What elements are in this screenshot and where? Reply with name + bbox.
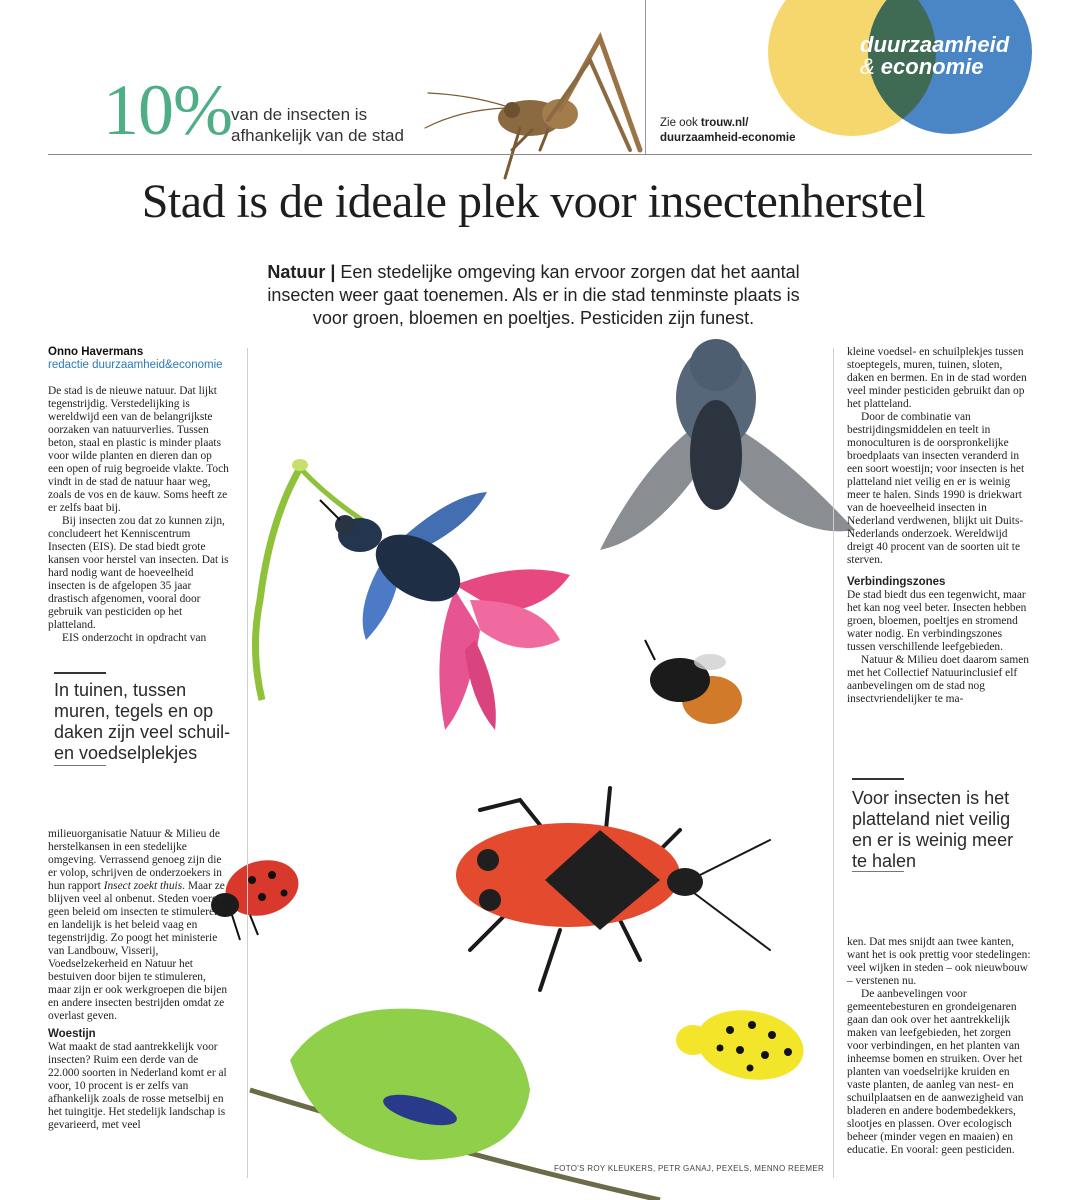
section-title-economie: economie bbox=[880, 54, 984, 79]
firebug-image bbox=[456, 788, 770, 990]
cricket-image bbox=[425, 38, 640, 178]
byline bbox=[48, 346, 223, 372]
section-title-line2 bbox=[860, 56, 1009, 78]
article-column-3b bbox=[847, 936, 1031, 1157]
paragraph-text: milieuorganisatie Natuur & Milieu de herstelkansen in een stedelijke omgeving. Verrassend genoeg zijn die er volop, schrijven de onderzoekers in hun rapport bbox=[48, 828, 222, 892]
quote-rule bbox=[852, 871, 904, 872]
pull-quote-2: Voor insecten is het platteland niet veilig en er is weinig meer te halen bbox=[852, 788, 1014, 871]
quote-rule bbox=[852, 778, 904, 780]
column-rule bbox=[833, 348, 834, 1178]
subhead: Verbindingszones bbox=[847, 576, 946, 588]
see-also bbox=[660, 116, 795, 146]
paragraph: Natuur & Milieu doet daarom samen met het Collectief Natuurinclusief elf aanbevelingen om de stad nog insectvriendelijker te ma- bbox=[847, 654, 1029, 705]
intro-label: Natuur | bbox=[267, 262, 336, 282]
article-column-3a bbox=[847, 346, 1031, 706]
stat-value: 10% bbox=[103, 70, 232, 150]
paragraph: De stad is de nieuwe natuur. Dat lijkt tegenstrijdig. Verstedelijking is wereldwijd een van de belangrijkste oorzaken van natuurverlies. Tussen beton, staal en plastic is minder plaats voor wilde planten en dieren dan op een open of ruig begroeide vlakte. Toch vindt in de stad de natuur haar weg, zoals de vos en de kauw. Soms heeft ze er zelfs baat bij. bbox=[48, 385, 229, 514]
headline: Stad is de ideale plek voor insectenherstel bbox=[141, 175, 926, 228]
paragraph-text: . Maar ze blijven veel al onbenut. Steden voeren geen beleid om insecten te stimuleren en landelijk is het beleid vaag en tegenstrijdig. Zo poogt het ministerie van Landbouw, Visserij, Voedselzekerheid en Natuur het bestuiven door bijen te stimuleren, maar zijn er ook werkgroepen die bijen en andere insecten bestrijden omdat ze overlast geven. bbox=[48, 880, 228, 1022]
paragraph: Wat maakt de stad aantrekkelijk voor insecten? Ruim een derde van de 22.000 soorten in Nederland komt er al voor, 10 procent is er zelfs van afhankelijk zoals de rosse metselbij en het tuingitje. Het stedelijk landschap is gevarieerd, met veel bbox=[48, 1041, 227, 1131]
bee-fly-image bbox=[600, 339, 855, 550]
paragraph: De aanbevelingen voor gemeentebesturen en grondeigenaren gaan dan ook over het aantrekkelijk maken van leefgebieden, het zorgen voor verbindingen, en het planten van inheemse bomen en struiken. Over het planten van voedselrijke kruiden en vaste planten, de aanleg van nest- en schuilplaatsen en de aanwezigheid van bladeren en andere bodembedekkers, slootjes en plassen. Over ecologisch beheer (minder vegen en maaien) en educatie. En vooral: geen pesticiden. bbox=[847, 988, 1024, 1156]
see-also-link[interactable]: trouw.nl/ bbox=[700, 117, 749, 129]
article-column-1a bbox=[48, 385, 230, 645]
report-title: Insect zoekt thuis bbox=[103, 880, 183, 892]
column-rule bbox=[247, 348, 248, 1178]
paragraph: ken. Dat mes snijdt aan twee kanten, want het is ook prettig voor stedelingen: veel wijken in steden – ook nieuwbouw – verstenen nu. bbox=[847, 936, 1031, 987]
paragraph: Bij insecten zou dat zo kunnen zijn, concludeert het Kenniscentrum Insecten (EIS). De stad biedt grote kansen voor herstel van insecten. Dat is hard nodig want de hoeveelheid insecten is de afgelopen 35 jaar drastisch afgenomen, vooral door gebruik van pesticiden op het platteland. bbox=[48, 515, 229, 631]
header-rule bbox=[48, 154, 1032, 155]
author-name: Onno Havermans bbox=[48, 346, 144, 358]
intro bbox=[250, 261, 817, 330]
intro-text: Een stedelijke omgeving kan ervoor zorgen dat het aantal insecten weer gaat toenemen. Als er in die stad tenminste plaats is voor groen, bloemen en poeltjes. Pesticiden zijn funest. bbox=[267, 262, 800, 328]
bumblebee-image bbox=[645, 640, 742, 724]
stat-text: van de insecten is afhankelijk van de stad bbox=[231, 105, 404, 145]
see-also-link-2[interactable]: duurzaamheid-economie bbox=[660, 132, 796, 144]
paragraph: Door de combinatie van bestrijdingsmiddelen en teelt in monoculturen is de oorspronkelijke broedplaats van insecten veranderd in een soort woestijn; voor insecten is het platteland niet veilig en er is weinig meer te halen. Sinds 1990 is driekwart van de hoeveelheid insecten in Nederland verdwenen, blijkt uit Duits-Nederlands onderzoek. Wereldwijd dreigt 40 procent van de soorten uit te sterven. bbox=[847, 411, 1025, 566]
paragraph: De stad biedt dus een tegenwicht, maar het kan nog veel beter. Insecten hebben groen, bloemen, poeltjes en stromend water nodig. En verbindingszones tussen verschillende leefgebieden. bbox=[847, 589, 1027, 653]
plant-stem-image bbox=[255, 459, 370, 700]
paragraph: EIS onderzocht in opdracht van bbox=[62, 632, 207, 644]
photo-credit: FOTO'S ROY KLEUKERS, PETR GANAJ, PEXELS, MENNO REEMER bbox=[554, 1164, 825, 1173]
section-title-amp: & bbox=[860, 54, 881, 79]
quote-rule bbox=[54, 765, 106, 766]
author-role: redactie duurzaamheid&economie bbox=[48, 359, 223, 371]
quote-rule bbox=[54, 672, 106, 674]
pink-flower-image bbox=[439, 569, 570, 730]
subhead: Woestijn bbox=[48, 1028, 96, 1040]
paragraph bbox=[48, 828, 230, 1023]
see-also-prefix: Zie ook bbox=[660, 117, 701, 129]
section-title bbox=[860, 34, 1009, 78]
pull-quote-1: In tuinen, tussen muren, tegels en op daken zijn veel schuil- en voedselplekjes bbox=[54, 680, 231, 763]
article-column-1b bbox=[48, 828, 230, 1132]
yellow-ladybird-image bbox=[676, 1002, 809, 1088]
paragraph: kleine voedsel- en schuilplekjes tussen stoeptegels, muren, tuinen, sloten, daken en bermen. En in de stad worden veel minder pesticiden gebruikt dan op het platteland. bbox=[847, 346, 1027, 410]
section-title-line1: duurzaamheid bbox=[860, 32, 1010, 57]
header-divider-vertical bbox=[645, 0, 646, 154]
